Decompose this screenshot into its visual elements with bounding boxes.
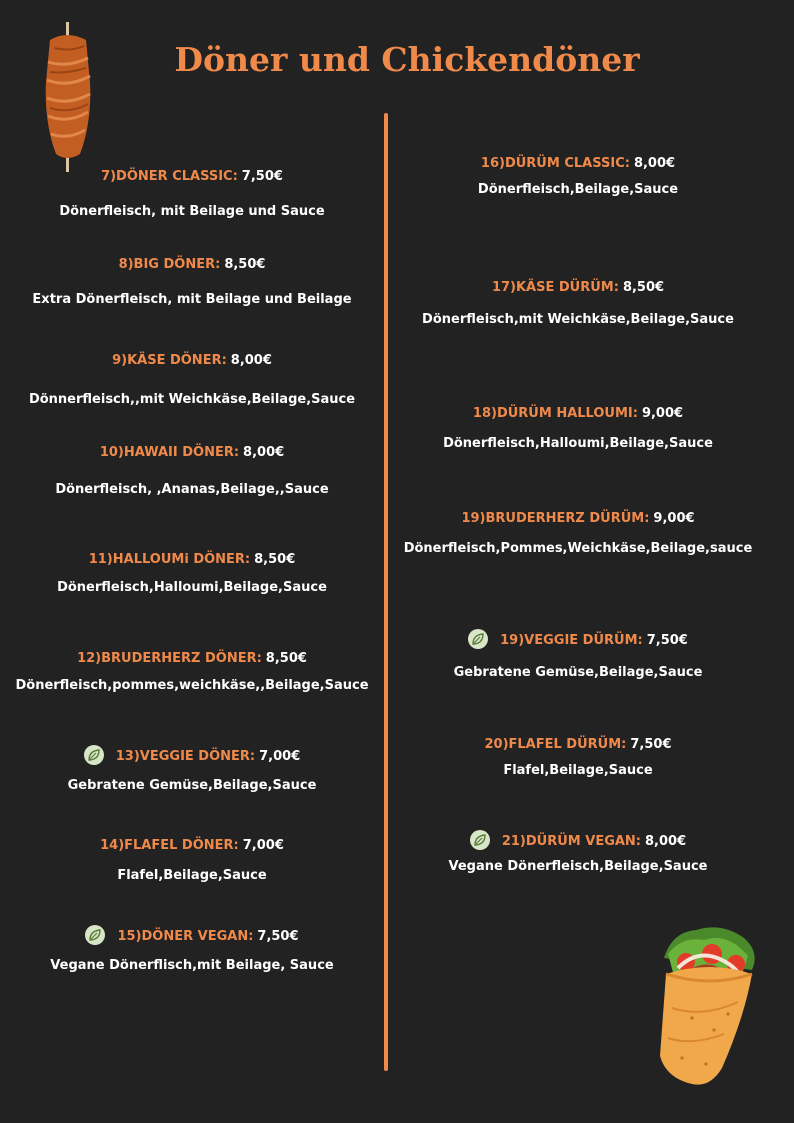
item-description: Dönerfleisch,Beilage,Sauce [477, 182, 679, 197]
menu-item [10, 442, 374, 497]
item-price: 8,50€ [622, 280, 665, 295]
item-description: Dönerfleisch,Pommes,Weichkäse,Beilage,sauce [403, 541, 753, 556]
item-description: Vegane Dönerfleisch,Beilage,Sauce [448, 859, 708, 874]
item-header [10, 835, 374, 857]
menu-item [10, 254, 374, 307]
item-header [10, 926, 374, 948]
menu-item [10, 549, 374, 595]
item-name: 15)DÖNER VEGAN: [117, 929, 254, 944]
item-description: Flafel,Beilage,Sauce [503, 763, 653, 778]
item-price: 9,00€ [641, 406, 684, 421]
item-header [396, 277, 760, 299]
item-name: 17)KÄSE DÜRÜM: [491, 280, 619, 295]
item-name: 10)HAWAII DÖNER: [99, 445, 240, 460]
item-name: 9)KÄSE DÖNER: [112, 353, 227, 368]
item-description: Gebratene Gemüse,Beilage,Sauce [67, 778, 317, 793]
item-price: 7,00€ [242, 838, 284, 853]
item-header [10, 350, 374, 372]
item-price: 8,00€ [230, 353, 272, 368]
item-description: Dönerfleisch, mit Beilage und Sauce [59, 204, 325, 219]
menu-item [10, 926, 374, 973]
menu-item [10, 350, 374, 407]
leaf-icon [88, 928, 102, 942]
menu-item [10, 746, 374, 793]
item-name: 13)VEGGIE DÖNER: [115, 749, 256, 764]
menu-item [396, 508, 760, 556]
menu-item [396, 403, 760, 451]
item-price: 7,00€ [259, 749, 301, 764]
item-price: 8,00€ [633, 156, 676, 171]
item-price: 8,00€ [645, 834, 687, 849]
menu-item [396, 630, 760, 680]
item-price: 8,50€ [224, 257, 266, 272]
item-price: 7,50€ [630, 737, 672, 752]
item-name: 18)DÜRÜM HALLOUMI: [472, 406, 638, 421]
menu-item [10, 835, 374, 883]
menu-item [396, 153, 760, 197]
leaf-icon [87, 748, 101, 762]
item-description: Dönnerfleisch,,mit Weichkäse,Beilage,Sauce [28, 392, 356, 407]
vegan-badge [85, 925, 105, 945]
item-price: 8,50€ [265, 651, 307, 666]
item-price: 7,50€ [241, 169, 283, 184]
item-header [396, 831, 760, 853]
item-price: 9,00€ [653, 511, 695, 526]
item-header [10, 166, 374, 188]
item-name: 16)DÜRÜM CLASSIC: [480, 156, 630, 171]
item-price: 8,00€ [243, 445, 285, 460]
durum-wrap-icon [652, 918, 764, 1090]
item-name: 19)VEGGIE DÜRÜM: [500, 633, 643, 648]
item-price: 7,50€ [257, 929, 299, 944]
item-header [10, 648, 374, 670]
menu-item [10, 166, 374, 219]
item-price: 7,50€ [646, 633, 688, 648]
item-header [396, 734, 760, 756]
item-header [10, 746, 374, 768]
vegan-badge [468, 629, 488, 649]
leaf-icon [471, 632, 485, 646]
item-header [396, 403, 760, 425]
item-description: Dönerfleisch,Halloumi,Beilage,Sauce [443, 436, 713, 451]
menu-item [10, 648, 374, 693]
item-description: Dönerfleisch,Halloumi,Beilage,Sauce [57, 580, 327, 595]
item-header [396, 630, 760, 652]
item-name: 7)DÖNER CLASSIC: [101, 169, 238, 184]
menu-item [396, 831, 760, 874]
vegan-badge [470, 830, 490, 850]
item-price: 8,50€ [254, 552, 296, 567]
item-name: 8)BIG DÖNER: [118, 257, 221, 272]
item-name: 12)BRUDERHERZ DÖNER: [77, 651, 262, 666]
item-description: Dönerfleisch,mit Weichkäse,Beilage,Sauce [422, 312, 734, 327]
leaf-icon [473, 833, 487, 847]
item-name: 20)FLAFEL DÜRÜM: [484, 737, 627, 752]
menu-item [396, 734, 760, 778]
menu-item [396, 277, 760, 327]
item-description: Flafel,Beilage,Sauce [117, 868, 267, 883]
item-header [396, 153, 760, 175]
item-description: Dönerfleisch,pommes,weichkäse,,Beilage,Sauce [15, 678, 369, 693]
item-name: 19)BRUDERHERZ DÜRÜM: [461, 511, 650, 526]
item-name: 11)HALLOUMi DÖNER: [88, 552, 251, 567]
item-name: 14)FLAFEL DÖNER: [100, 838, 239, 853]
item-header [10, 442, 374, 464]
item-header [10, 549, 374, 571]
vegan-badge [84, 745, 104, 765]
item-name: 21)DÜRÜM VEGAN: [501, 834, 642, 849]
page-title: Döner und Chickendöner [174, 40, 640, 79]
item-description: Dönerfleisch, ,Ananas,Beilage,,Sauce [55, 482, 329, 497]
item-header [10, 254, 374, 276]
item-description: Extra Dönerfleisch, mit Beilage und Beilage [32, 292, 352, 307]
item-description: Vegane Dönerflisch,mit Beilage, Sauce [50, 958, 334, 973]
column-divider [384, 113, 388, 1071]
item-description: Gebratene Gemüse,Beilage,Sauce [453, 665, 703, 680]
item-header [396, 508, 760, 530]
